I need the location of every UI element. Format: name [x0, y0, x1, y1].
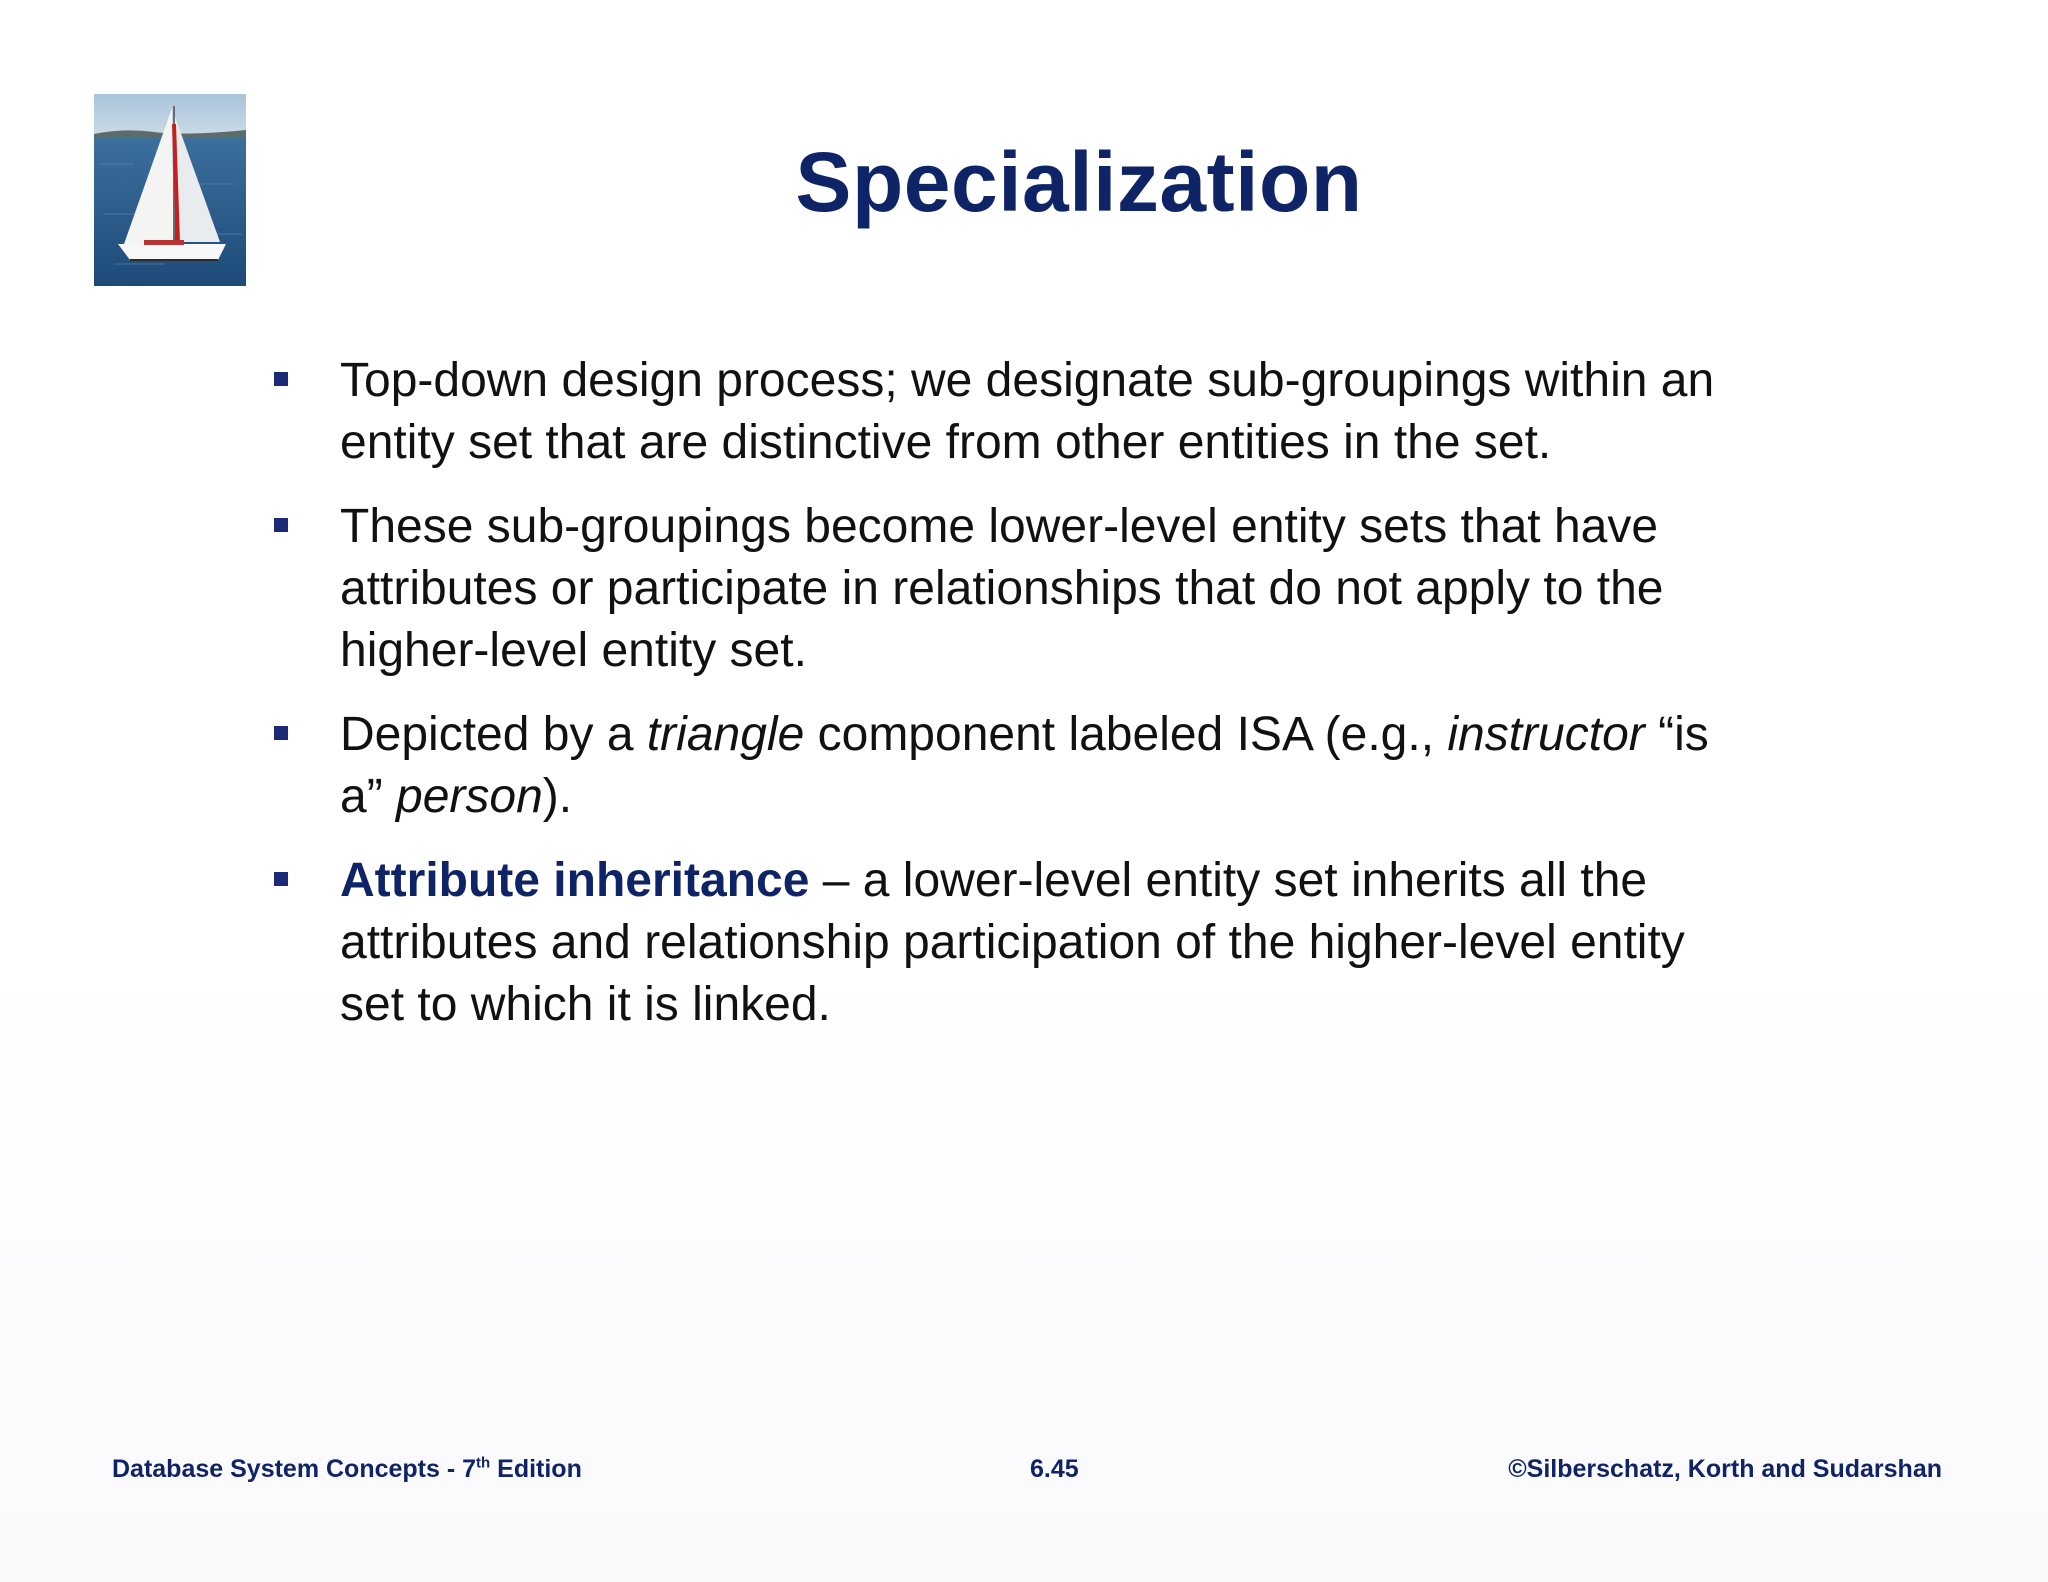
bullet-emphasis: triangle [646, 708, 805, 761]
footer-copyright: ©Silberschatz, Korth and Sudarshan [1508, 1455, 1942, 1483]
bullet-item [270, 704, 1730, 828]
footer-page-number: 6.45 [1030, 1455, 1079, 1483]
square-bullet-icon [274, 372, 288, 386]
bullet-text: “is a” [340, 708, 1709, 823]
bullet-item [270, 350, 1730, 474]
footer-book-title-text: Database System Concepts - 7 [112, 1455, 477, 1483]
bullet-term: Attribute inheritance [340, 854, 810, 907]
bullet-item [270, 850, 1730, 1036]
bullet-emphasis: instructor [1447, 708, 1645, 761]
footer-book-title [112, 1455, 582, 1484]
bullet-text: These sub-groupings become lower-level entity sets that have attributes or participate in relationships that do not apply to the higher-level entity set. [340, 500, 1664, 677]
square-bullet-icon [274, 726, 288, 740]
slide-title: Specialization [795, 135, 1363, 229]
square-bullet-icon [274, 518, 288, 532]
square-bullet-icon [274, 872, 288, 886]
footer-edition-text: Edition [490, 1455, 582, 1483]
bullet-text: Depicted by a [340, 708, 647, 761]
bullet-list [270, 350, 1730, 1058]
bullet-text: Top-down design process; we designate sub-groupings within an entity set that are distinctive from other entities in the set. [340, 354, 1715, 469]
bullet-emphasis: person [396, 770, 543, 823]
bullet-text: ). [542, 770, 573, 823]
bullet-text: component labeled ISA (e.g., [804, 708, 1448, 761]
bullet-item [270, 496, 1730, 682]
footer-edition-superscript: th [476, 1454, 491, 1472]
bullet-text: – a lower-level entity set inherits all the attributes and relationship participation of the higher-level entity set to which it is linked. [340, 854, 1685, 1031]
